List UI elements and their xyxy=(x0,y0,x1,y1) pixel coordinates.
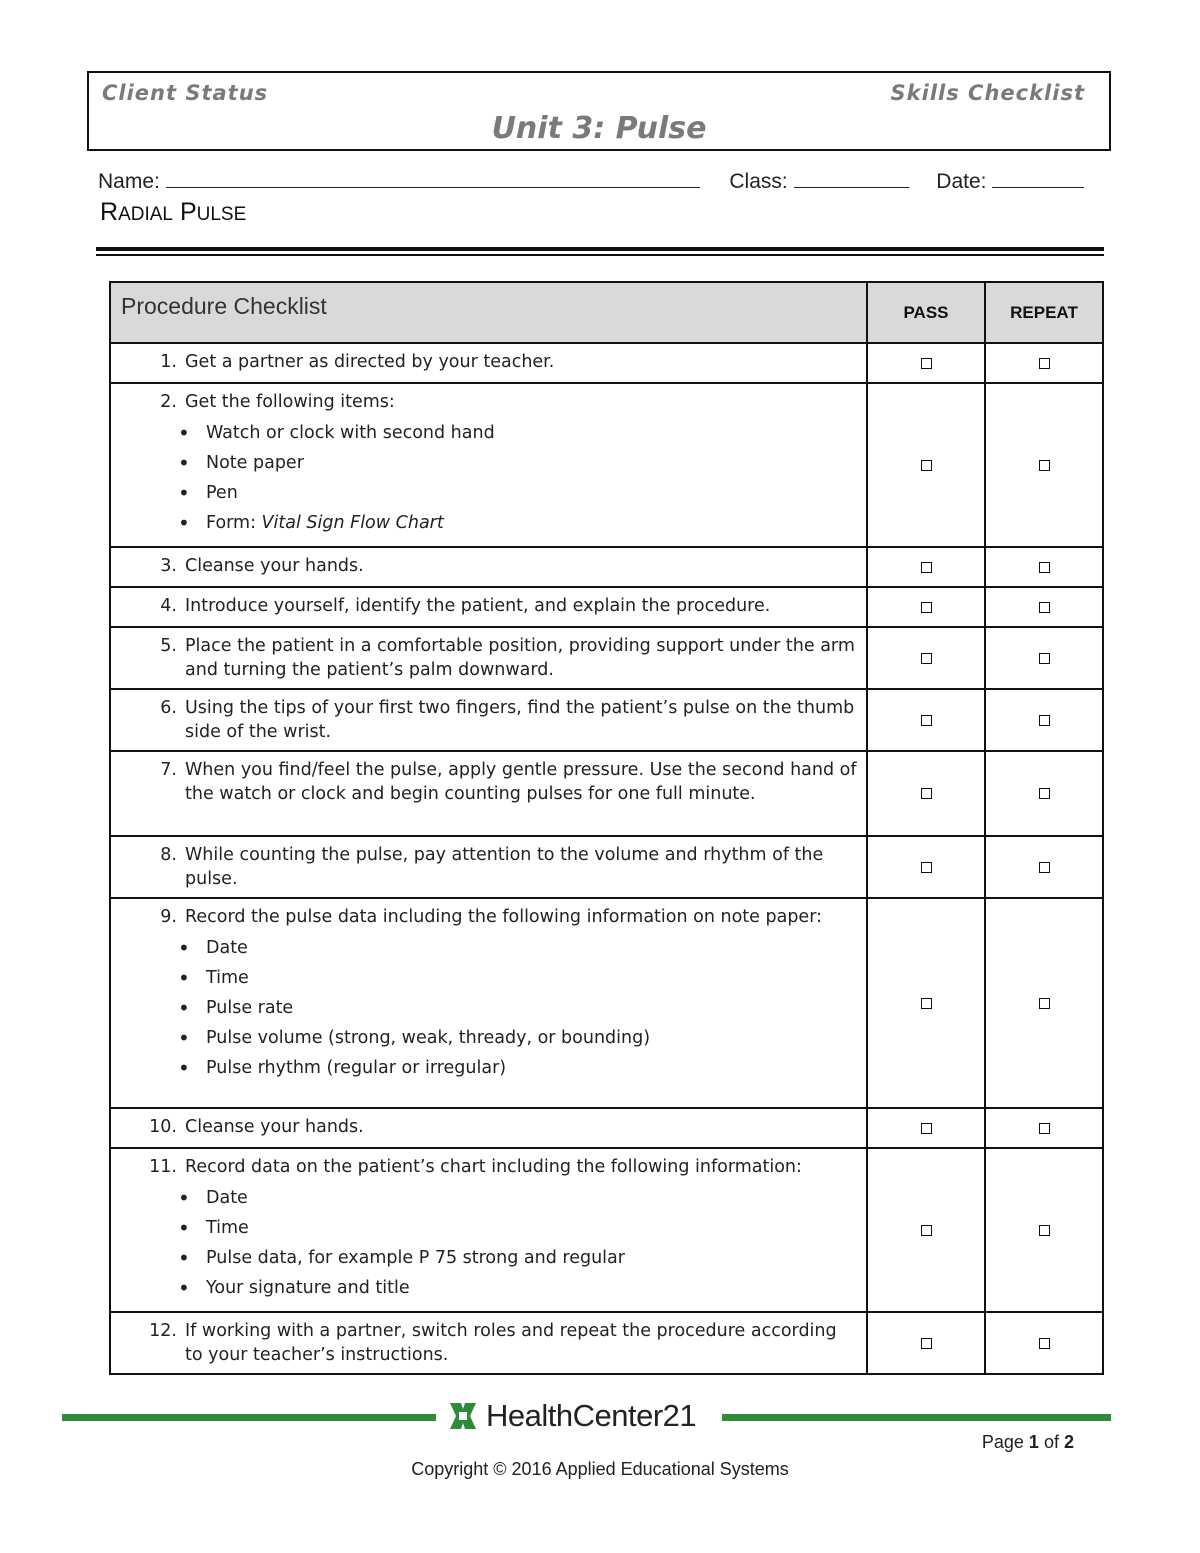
healthcenter21-logo-icon xyxy=(448,1401,478,1431)
table-row: 3. Cleanse your hands. xyxy=(110,547,1103,587)
repeat-checkbox[interactable] xyxy=(1039,358,1050,369)
list-item: • Time xyxy=(206,1213,858,1243)
pass-checkbox[interactable] xyxy=(921,1123,932,1134)
repeat-checkbox[interactable] xyxy=(1039,788,1050,799)
divider xyxy=(96,254,1104,256)
list-item: • Date xyxy=(206,933,858,963)
repeat-checkbox[interactable] xyxy=(1039,1338,1050,1349)
list-item: • Date xyxy=(206,1183,858,1213)
skills-checklist-label: Skills Checklist xyxy=(890,81,1085,105)
repeat-checkbox[interactable] xyxy=(1039,998,1050,1009)
list-item: • Your signature and title xyxy=(206,1273,858,1303)
table-row: 5. Place the patient in a comfortable position, providing support under the arm and turning the patient’s palm downward. xyxy=(110,627,1103,689)
list-item: • Watch or clock with second hand xyxy=(206,418,858,448)
header-box xyxy=(87,71,1111,151)
item-list xyxy=(156,933,858,1083)
pass-checkbox[interactable] xyxy=(921,1225,932,1236)
list-item: • Form: Vital Sign Flow Chart xyxy=(206,508,858,538)
pass-checkbox[interactable] xyxy=(921,715,932,726)
table-row: 10. Cleanse your hands. xyxy=(110,1108,1103,1148)
table-row: 12. If working with a partner, switch roles and repeat the procedure according to your teacher’s instructions. xyxy=(110,1312,1103,1374)
class-label: Class: xyxy=(729,170,788,193)
item-list xyxy=(156,1183,858,1303)
name-label: Name: xyxy=(98,170,160,193)
repeat-header: REPEAT xyxy=(985,282,1103,343)
page-number: Page 1 of 2 xyxy=(981,1432,1074,1452)
unit-title: Unit 3: Pulse xyxy=(491,111,707,146)
pass-header: PASS xyxy=(867,282,985,343)
repeat-checkbox[interactable] xyxy=(1039,562,1050,573)
section-title: RADIAL PULSE xyxy=(100,198,247,226)
brand-name: HealthCenter21 xyxy=(486,1398,697,1433)
list-item: • Pulse data, for example P 75 strong and regular xyxy=(206,1243,858,1273)
repeat-checkbox[interactable] xyxy=(1039,715,1050,726)
table-row: 8. While counting the pulse, pay attention to the volume and rhythm of the pulse. xyxy=(110,836,1103,898)
list-item: • Pulse volume (strong, weak, thready, or bounding) xyxy=(206,1023,858,1053)
table-row: 1. Get a partner as directed by your teacher. xyxy=(110,343,1103,383)
pass-checkbox[interactable] xyxy=(921,562,932,573)
table-row: 6. Using the tips of your first two fingers, find the patient’s pulse on the thumb side of the wrist. xyxy=(110,689,1103,751)
footer-rule-right xyxy=(722,1414,1111,1421)
date-field[interactable] xyxy=(992,167,1084,188)
repeat-checkbox[interactable] xyxy=(1039,602,1050,613)
procedure-checklist-table xyxy=(109,281,1104,1375)
list-item: • Note paper xyxy=(206,448,858,478)
pass-checkbox[interactable] xyxy=(921,602,932,613)
repeat-checkbox[interactable] xyxy=(1039,862,1050,873)
client-status-label: Client Status xyxy=(102,81,269,105)
footer-rule-left xyxy=(62,1414,436,1421)
list-item: • Pen xyxy=(206,478,858,508)
pass-checkbox[interactable] xyxy=(921,862,932,873)
table-row: 9. Record the pulse data including the following information on note paper: • Date • Time • Pulse rate • Pulse volume (strong, weak, thready, or bounding) • Pulse rhythm (regular or irregular) xyxy=(110,898,1103,1108)
copyright-notice: Copyright © 2016 Applied Educational Systems xyxy=(411,1459,789,1479)
table-row: 2. Get the following items: • Watch or clock with second hand • Note paper • Pen • Form: Vital Sign Flow Chart xyxy=(110,383,1103,547)
list-item: • Pulse rhythm (regular or irregular) xyxy=(206,1053,858,1083)
divider xyxy=(96,247,1104,251)
pass-checkbox[interactable] xyxy=(921,358,932,369)
item-list xyxy=(156,418,858,538)
list-item: • Pulse rate xyxy=(206,993,858,1023)
table-row: 4. Introduce yourself, identify the patient, and explain the procedure. xyxy=(110,587,1103,627)
repeat-checkbox[interactable] xyxy=(1039,460,1050,471)
pass-checkbox[interactable] xyxy=(921,1338,932,1349)
healthcenter21-logo xyxy=(448,1398,696,1434)
date-label: Date: xyxy=(936,170,987,193)
class-field[interactable] xyxy=(794,167,909,188)
pass-checkbox[interactable] xyxy=(921,788,932,799)
repeat-checkbox[interactable] xyxy=(1039,1225,1050,1236)
list-item: • Time xyxy=(206,963,858,993)
table-row: 11. Record data on the patient’s chart including the following information: • Date • Time • Pulse data, for example P 75 strong and regular • Your signature and title xyxy=(110,1148,1103,1312)
repeat-checkbox[interactable] xyxy=(1039,653,1050,664)
procedure-checklist-header: Procedure Checklist xyxy=(110,282,867,343)
pass-checkbox[interactable] xyxy=(921,998,932,1009)
table-row: 7. When you find/feel the pulse, apply gentle pressure. Use the second hand of the watch or clock and begin counting pulses for one full minute. xyxy=(110,751,1103,836)
name-field[interactable] xyxy=(166,167,700,188)
repeat-checkbox[interactable] xyxy=(1039,1123,1050,1134)
pass-checkbox[interactable] xyxy=(921,460,932,471)
name-class-date-line xyxy=(98,167,1098,194)
pass-checkbox[interactable] xyxy=(921,653,932,664)
